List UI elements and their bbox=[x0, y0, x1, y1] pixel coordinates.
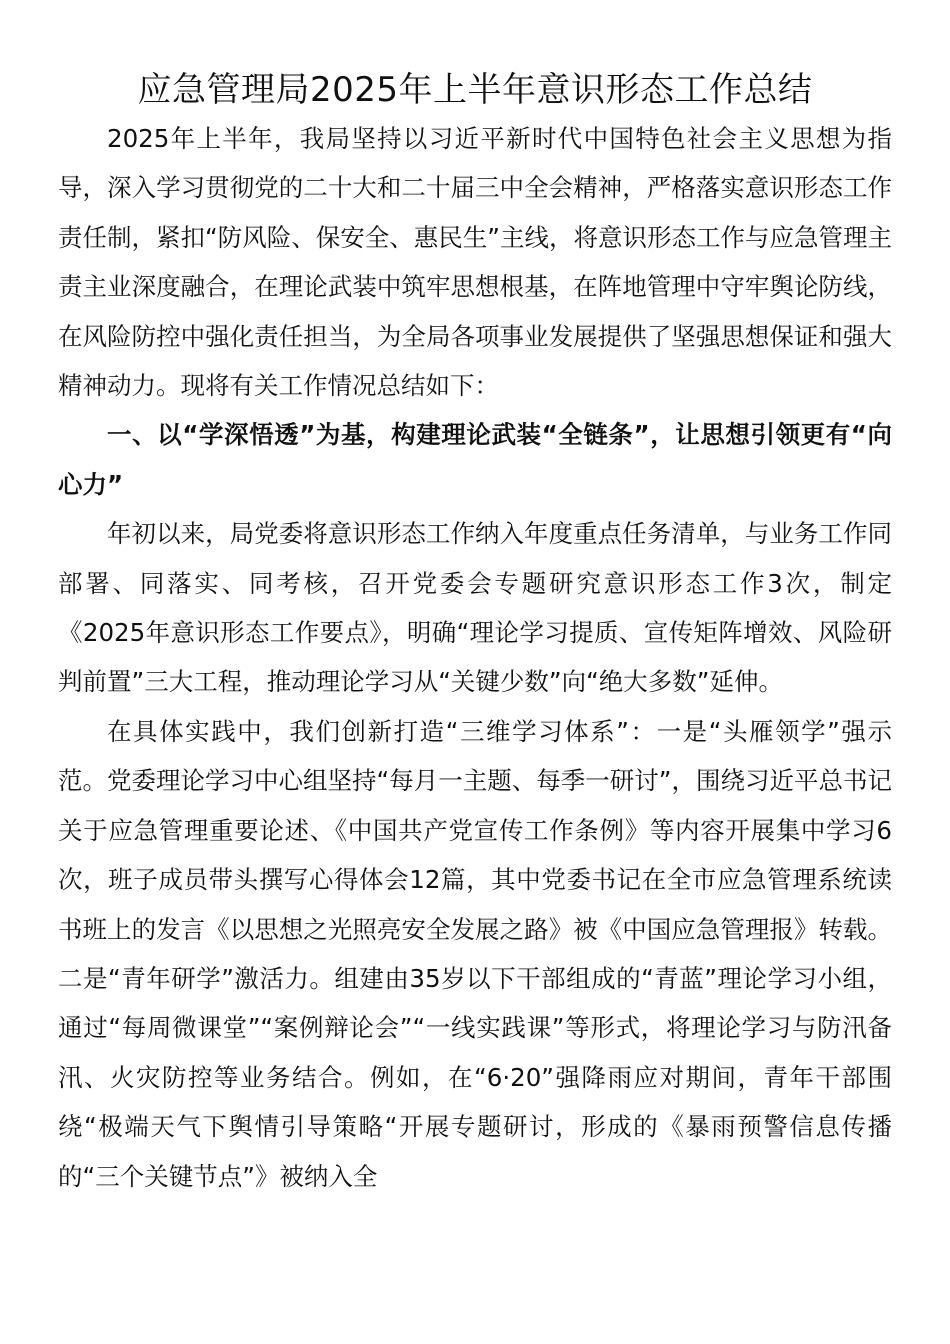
section-1-paragraph-1: 年初以来，局党委将意识形态工作纳入年度重点任务清单，与业务工作同部署、同落实、同考核，召开党委会专题研究意识形态工作3次，制定《2025年意识形态工作要点》，明确“理论学习提质、宣传矩阵增效、风险研判前置”三大工程，推动理论学习从“关键少数”向“绝大多数”延伸。 bbox=[58, 519, 892, 697]
intro-paragraph: 2025年上半年，我局坚持以习近平新时代中国特色社会主义思想为指导，深入学习贯彻党的二十大和二十届三中全会精神，严格落实意识形态工作责任制，紧扣“防风险、保安全、惠民生”主线，将意识形态工作与应急管理主责主业深度融合，在理论武装中筑牢思想根基，在阵地管理中守牢舆论防线，在风险防控中强化责任担当，为全局各项事业发展提供了坚强思想保证和强大精神动力。现将有关工作情况总结如下： bbox=[58, 124, 892, 401]
document-body bbox=[58, 114, 892, 1201]
section-1-paragraph-2: 在具体实践中，我们创新打造“三维学习体系”：一是“头雁领学”强示范。党委理论学习中心组坚持“每月一主题、每季一研讨”，围绕习近平总书记关于应急管理重要论述、《中国共产党宣传工作条例》等内容开展集中学习6次，班子成员带头撰写心得体会12篇，其中党委书记在全市应急管理系统读书班上的发言《以思想之光照亮安全发展之路》被《中国应急管理报》转载。二是“青年研学”激活力。组建由35岁以下干部组成的“青蓝”理论学习小组，通过“每周微课堂”“案例辩论会”“一线实践课”等形式，将理论学习与防汛备汛、火灾防控等业务结合。例如，在“6·20”强降雨应对期间，青年干部围绕“极端天气下舆情引导策略“开展专题研讨，形成的《暴雨预警信息传播的“三个关键节点”》被纳入全 bbox=[58, 716, 892, 1191]
document-title: 应急管理局2025年上半年意识形态工作总结 bbox=[137, 70, 813, 110]
section-heading-1: 一、以“学深悟透”为基，构建理论武装“全链条”，让思想引领更有“向心力” bbox=[58, 420, 892, 499]
